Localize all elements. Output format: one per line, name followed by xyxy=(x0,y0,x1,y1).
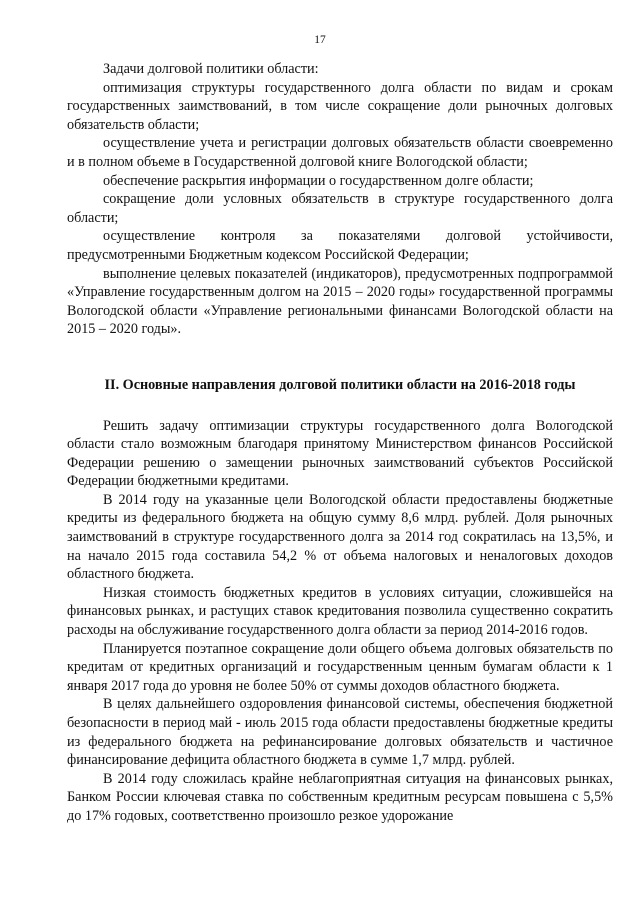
section-paragraph: В целях дальнейшего оздоровления финансовой системы, обеспечения бюджетной безопасности в период май - июль 2015 года области предоставлены бюджетные кредиты из федерального бюджета на рефинансирование долговых обязательств и частичное финансирование дефицита областного бюджета в сумме 1,7 млрд. рублей. xyxy=(67,696,613,769)
task-item: оптимизация структуры государственного долга области по видам и срокам государственных заимствований, в том числе сокращение доли рыночных долговых обязательств области; xyxy=(67,79,613,133)
section-paragraph: В 2014 году на указанные цели Вологодской области предоставлены бюджетные кредиты из федерального бюджета на общую сумму 8,6 млрд. рублей. Доля рыночных заимствований в структуре государственного долга за 2014 год сократилась на 13,5%, и на начало 2015 года составила 54,2 % от объема налоговых и неналоговых доходов областного бюджета. xyxy=(67,491,613,583)
section-paragraph: В 2014 году сложилась крайне неблагоприятная ситуация на финансовых рынках, Банком России ключевая ставка по собственным кредитным ресурсам повышена с 5,5% до 17% годовых, соответственно произошло резкое удорожание xyxy=(67,770,613,824)
task-item: осуществление контроля за показателями долговой устойчивости, предусмотренными Бюджетным кодексом Российской Федерации; xyxy=(67,228,613,263)
task-item: обеспечение раскрытия информации о государственном долге области; xyxy=(103,172,534,189)
section-title: II. Основные направления долговой политики области на 2016-2018 годы xyxy=(104,376,576,393)
section-paragraph: Решить задачу оптимизации структуры государственного долга Вологодской области стало возможным благодаря принятому Министерством финансов Российской Федерации решению о замещении рыночных заимствований субъектов Российской Федерации бюджетными кредитами. xyxy=(67,417,613,490)
section-paragraph: Низкая стоимость бюджетных кредитов в условиях ситуации, сложившейся на финансовых рынках, и растущих ставок кредитования позволила существенно сократить расходы на обслуживание государственного долга области за период 2014-2016 годов. xyxy=(67,584,613,639)
section-paragraph: Планируется поэтапное сокращение доли общего объема долговых обязательств по кредитам от кредитных организаций и государственным ценным бумагам области к 1 января 2017 года до уровня не более 50% от суммы доходов областного бюджета. xyxy=(67,640,613,694)
task-item: осуществление учета и регистрации долговых обязательств области своевременно и в полном объеме в Государственной долговой книге Вологодской области; xyxy=(67,135,613,170)
tasks-heading: Задачи долговой политики области: xyxy=(103,61,319,77)
page-number: 17 xyxy=(314,34,326,46)
task-item: выполнение целевых показателей (индикаторов), предусмотренных подпрограммой «Управление государственным долгом на 2015 – 2020 годы» государственной программы Вологодской области «Управление региональными финансами Вологодской области на 2015 – 2020 годы». xyxy=(67,265,613,338)
document-body xyxy=(67,60,613,826)
task-item: сокращение доли условных обязательств в структуре государственного долга области; xyxy=(67,191,613,226)
